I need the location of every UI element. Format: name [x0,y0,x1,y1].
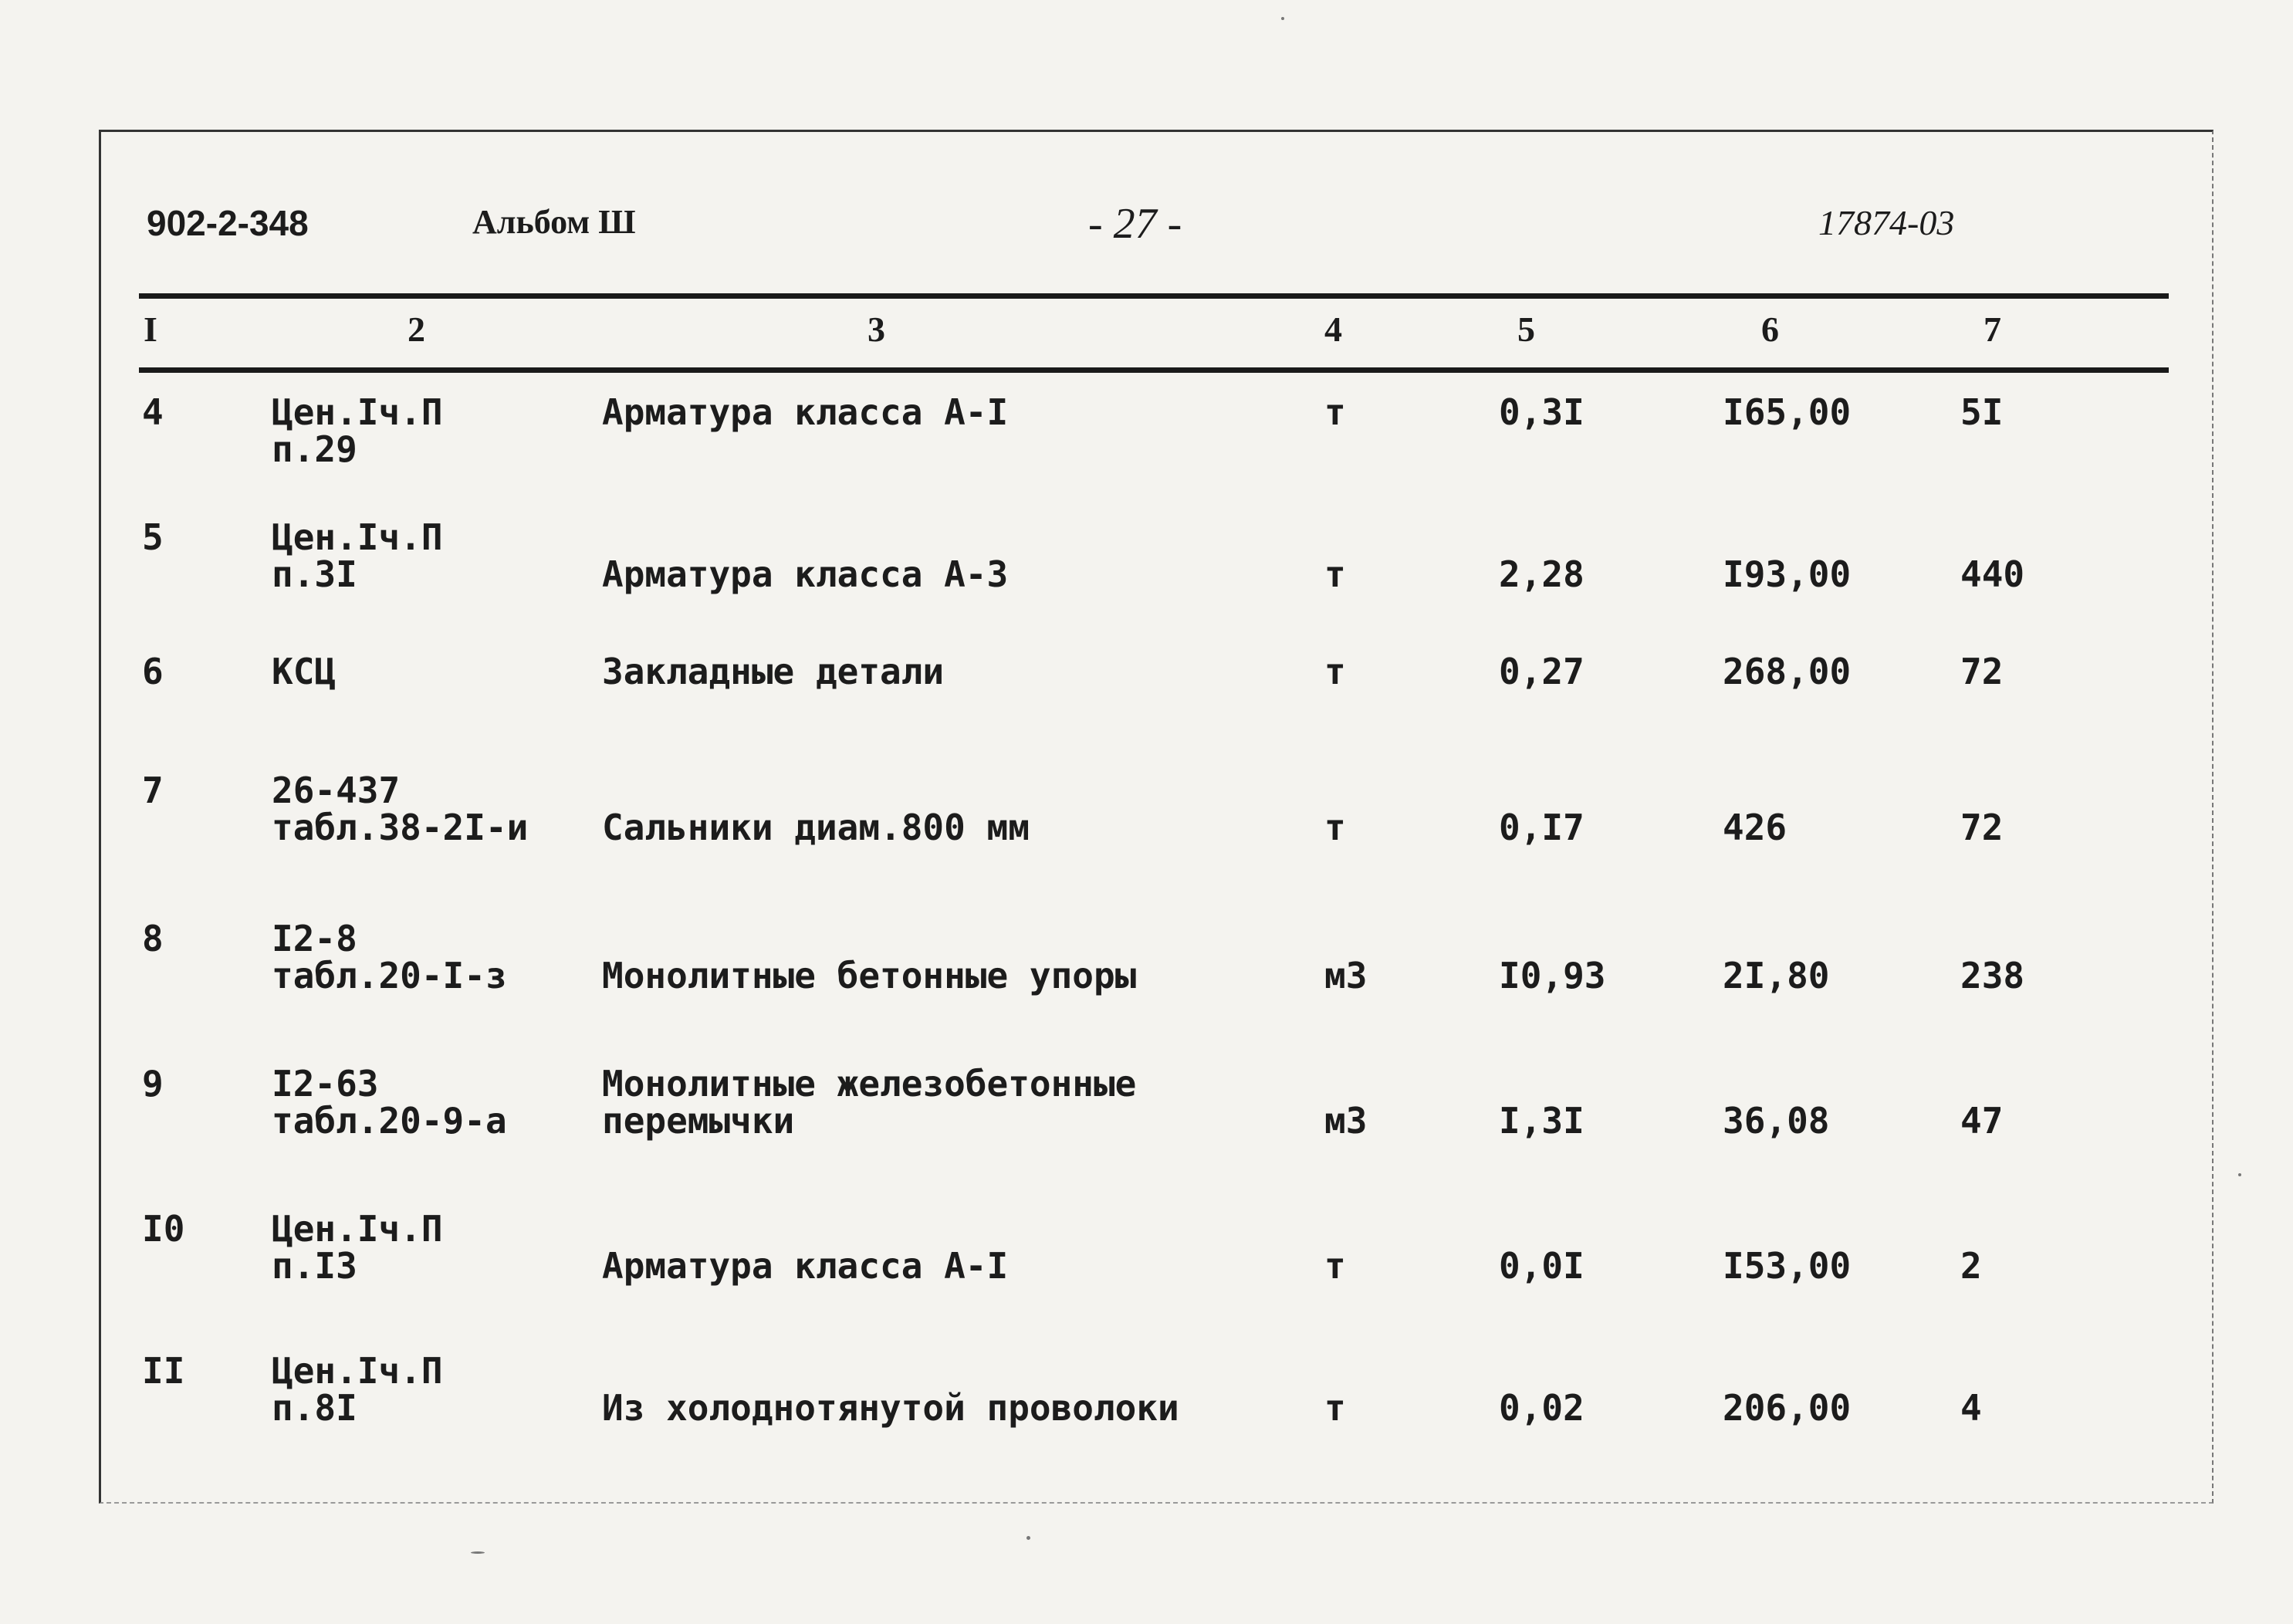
price-cell: 206,00 [1723,1387,1852,1429]
total-cell: 238 [1960,955,2025,996]
reference-line-2: табл.38-2I-и [272,807,529,848]
price-cell: 36,08 [1723,1100,1830,1142]
unit-cell: т [1324,1387,1346,1429]
name-line-2: Сальники диам.800 мм [602,807,1030,848]
column-number-5: 5 [1517,310,1535,349]
quantity-cell: 0,I7 [1499,807,1584,848]
unit-cell: т [1324,807,1346,848]
album-label: Альбом Ш [472,203,636,241]
table-row [0,1352,2293,1499]
page-number: - 27 - [1088,200,1182,248]
column-number-6: 6 [1761,310,1779,349]
column-number-2: 2 [408,310,425,349]
quantity-cell: 0,0I [1499,1245,1584,1287]
price-cell: I53,00 [1723,1245,1852,1287]
reference-line-2: п.8I [272,1387,357,1429]
unit-cell: т [1324,1245,1346,1287]
reference-line-2: табл.20-9-а [272,1100,507,1142]
name-line-2: Арматура класса А-I [602,1245,1009,1287]
column-number-4: 4 [1324,310,1342,349]
price-cell: I93,00 [1723,553,1852,595]
table-row [0,920,2293,1067]
price-cell: 426 [1723,807,1787,848]
row-number: I0 [142,1208,185,1250]
column-number-3: 3 [867,310,885,349]
row-number: 5 [142,516,164,558]
quantity-cell: 0,02 [1499,1387,1584,1429]
total-cell: 4 [1960,1387,1982,1429]
price-cell: 268,00 [1723,651,1852,692]
row-number: 4 [142,391,164,433]
reference-line-2: п.I3 [272,1245,357,1287]
price-cell: 2I,80 [1723,955,1830,996]
scan-speck [1281,17,1284,20]
name-line-2: Арматура класса А-3 [602,553,1009,595]
quantity-cell: I,3I [1499,1100,1584,1142]
table-row [0,1210,2293,1357]
document-code: 902-2-348 [147,203,309,243]
total-cell: 72 [1960,651,2004,692]
quantity-cell: 2,28 [1499,553,1584,595]
name-line-1: Арматура класса А-I [602,391,1009,433]
reference-line-2: п.3I [272,553,357,595]
quantity-cell: 0,3I [1499,391,1584,433]
reference-line-1: I2-63 [272,1063,379,1105]
total-cell: 72 [1960,807,2004,848]
price-cell: I65,00 [1723,391,1852,433]
row-number: 9 [142,1063,164,1105]
row-number: 7 [142,770,164,811]
column-number-1: I [144,310,157,349]
column-number-7: 7 [1984,310,2001,349]
handwritten-number: 17874-03 [1818,203,1955,242]
name-line-2: Монолитные бетонные упоры [602,955,1137,996]
reference-line-2: табл.20-I-з [272,955,507,996]
name-line-2: перемычки [602,1100,795,1142]
scan-speck [1026,1536,1030,1540]
total-cell: 47 [1960,1100,2004,1142]
name-line-1: Закладные детали [602,651,945,692]
reference-line-1: I2-8 [272,918,357,959]
header-rule-bottom [139,367,2169,373]
total-cell: 440 [1960,553,2025,595]
reference-line-1: Цен.Iч.П [272,1350,443,1392]
reference-line-1: КСЦ [272,651,337,692]
table-row [0,1065,2293,1212]
row-number: II [142,1350,185,1392]
name-line-2: Из холоднотянутой проволоки [602,1387,1179,1429]
table-row [0,772,2293,919]
scan-speck [471,1551,485,1554]
quantity-cell: 0,27 [1499,651,1584,692]
unit-cell: м3 [1324,1100,1368,1142]
reference-line-2: п.29 [272,428,357,470]
row-number: 6 [142,651,164,692]
reference-line-1: Цен.Iч.П [272,1208,443,1250]
row-number: 8 [142,918,164,959]
quantity-cell: I0,93 [1499,955,1606,996]
scan-speck [2238,1173,2241,1176]
unit-cell: м3 [1324,955,1368,996]
name-line-1: Монолитные железобетонные [602,1063,1137,1105]
total-cell: 2 [1960,1245,1982,1287]
unit-cell: т [1324,391,1346,433]
table-row [0,516,2293,665]
total-cell: 5I [1960,391,2004,433]
header-rule-top [139,293,2169,299]
unit-cell: т [1324,651,1346,692]
unit-cell: т [1324,553,1346,595]
reference-line-1: Цен.Iч.П [272,391,443,433]
reference-line-1: Цен.Iч.П [272,516,443,558]
reference-line-1: 26-437 [272,770,401,811]
